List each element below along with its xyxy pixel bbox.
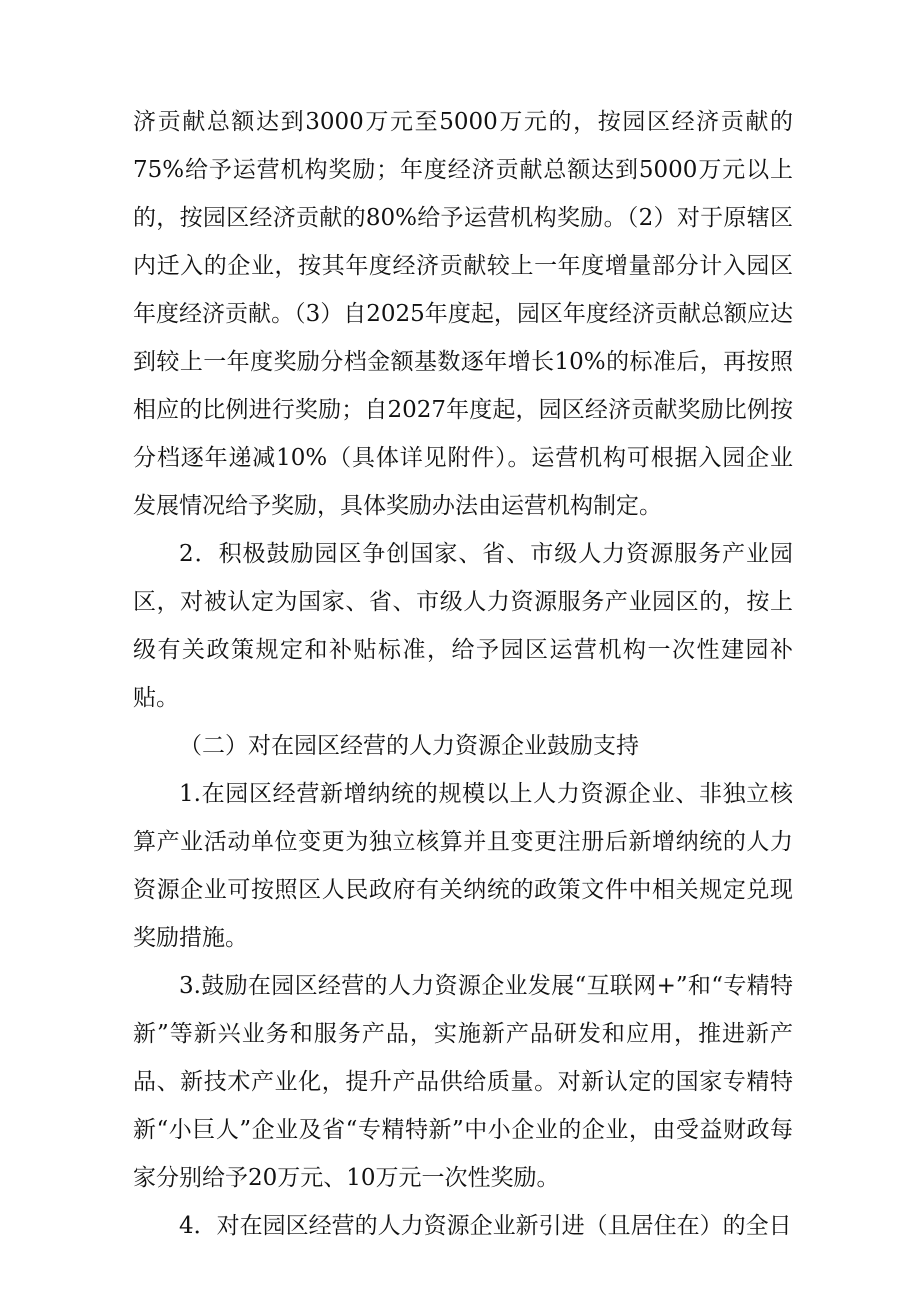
document-body bbox=[133, 98, 793, 1250]
section-heading-2: （二）对在园区经营的人力资源企业鼓励支持 bbox=[179, 733, 639, 759]
paragraph-item-2: 2．积极鼓励园区争创国家、省、市级人力资源服务产业园区，对被认定为国家、省、市级人力资源服务产业园区的，按上级有关政策规定和补贴标准，给予园区运营机构一次性建园补贴。 bbox=[133, 541, 793, 711]
paragraph-item-3: 3.鼓励在园区经营的人力资源企业发展“互联网+”和“专精特新”等新兴业务和服务产品，实施新产品研发和应用，推进新产品、新技术产业化，提升产品供给质量。对新认定的国家专精特新“小巨人”企业及省“专精特新”中小企业的企业，由受益财政每家分别给予20万元、10万元一次性奖励。 bbox=[133, 973, 793, 1191]
paragraph-item-1: 1.在园区经营新增纳统的规模以上人力资源企业、非独立核算产业活动单位变更为独立核算并且变更注册后新增纳统的人力资源企业可按照区人民政府有关纳统的政策文件中相关规定兑现奖励措施。 bbox=[133, 781, 793, 951]
paragraph-item-4: 4．对在园区经营的人力资源企业新引进（且居住在）的全日 bbox=[179, 1213, 792, 1239]
paragraph-continuation: 济贡献总额达到3000万元至5000万元的，按园区经济贡献的75%给予运营机构奖励；年度经济贡献总额达到5000万元以上的，按园区经济贡献的80%给予运营机构奖励。（2）对于原辖区内迁入的企业，按其年度经济贡献较上一年度增量部分计入园区年度经济贡献。（3）自2025年度起，园区年度经济贡献总额应达到较上一年度奖励分档金额基数逐年增长10%的标准后，再按照相应的比例进行奖励；自2027年度起，园区经济贡献奖励比例按分档逐年递减10%（具体详见附件）。运营机构可根据入园企业发展情况给予奖励，具体奖励办法由运营机构制定。 bbox=[133, 109, 793, 519]
